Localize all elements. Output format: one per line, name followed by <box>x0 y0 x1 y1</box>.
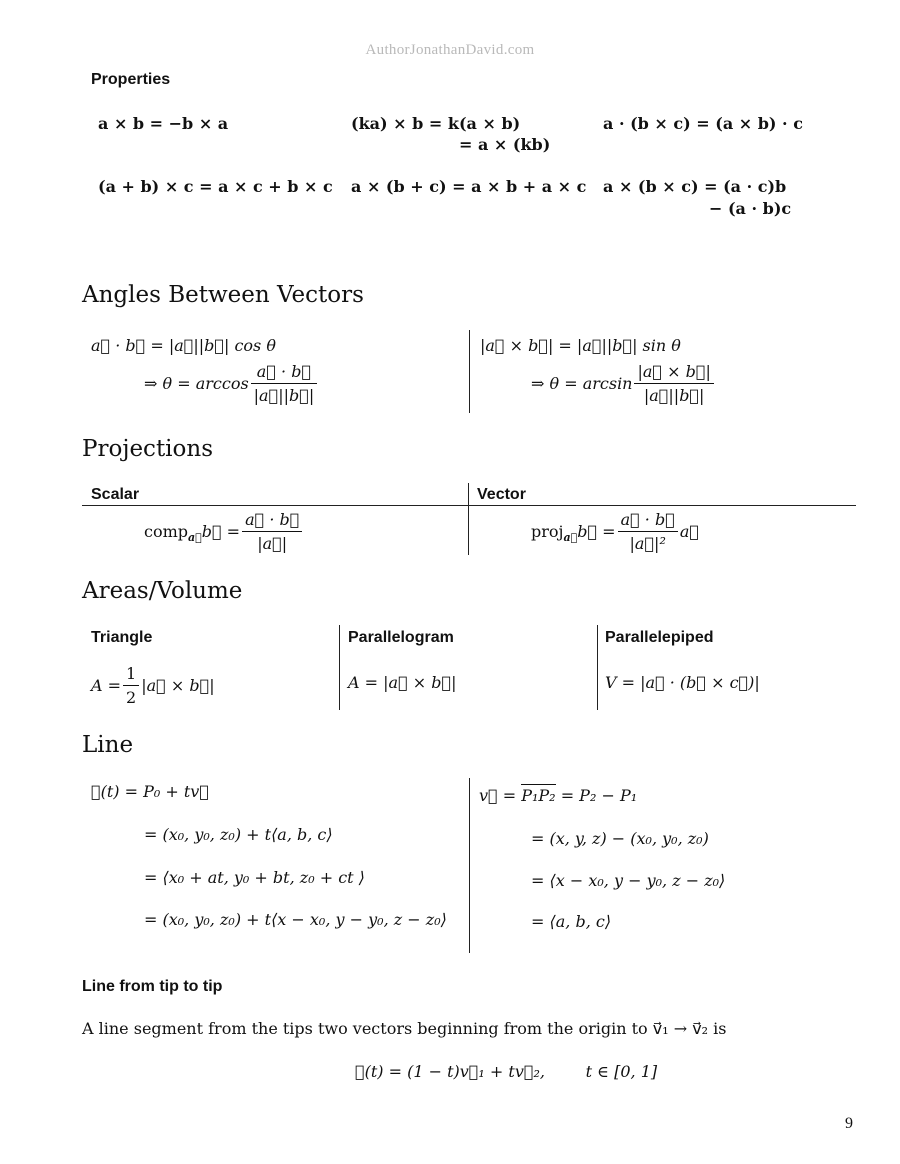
direction-vector-prefix: v⃗ = <box>479 786 517 805</box>
proj-fraction <box>618 510 678 553</box>
areas-divider-2 <box>597 625 598 710</box>
comp-operator: comp <box>144 522 189 541</box>
page-number: 9 <box>845 1115 853 1132</box>
arcsin-formula <box>531 362 716 405</box>
proj-numerator: a⃗ · b⃗ <box>618 510 678 532</box>
property-anticommutative: a × b = −b × a <box>98 114 229 133</box>
scalar-label: Scalar <box>91 486 140 503</box>
line-divider <box>469 778 470 953</box>
comp-denominator: |a⃗| <box>257 534 288 553</box>
arcsin-denominator: |a⃗||b⃗| <box>643 386 705 405</box>
line-eq-2: = ⟨x₀ + at, y₀ + bt, z₀ + ct ⟩ <box>144 868 365 887</box>
property-triple-product: a · (b × c) = (a × b) · c <box>603 114 803 133</box>
comp-fraction <box>242 510 302 553</box>
direction-eq-2: = ⟨x − x₀, y − y₀, z − z₀⟩ <box>531 871 726 890</box>
angles-heading: Angles Between Vectors <box>82 282 364 308</box>
parallelogram-label: Parallelogram <box>348 629 454 646</box>
p1p2-vector: P₁P₂ <box>521 786 556 805</box>
projections-heading: Projections <box>82 436 214 462</box>
direction-eq-3: = ⟨a, b, c⟩ <box>531 912 612 931</box>
parallelogram-area-formula: A = |a⃗ × b⃗| <box>348 673 457 692</box>
tip-to-tip-formula: ℒ(t) = (1 − t)v⃗₁ + tv⃗₂, t ∈ [0, 1] <box>355 1062 658 1081</box>
arccos-numerator: a⃗ · b⃗ <box>251 362 318 384</box>
line-eq-0: ℒ(t) = P₀ + tv⃗ <box>91 782 209 801</box>
one-half-denominator: 2 <box>126 688 137 707</box>
arcsin-fraction <box>634 362 713 405</box>
triangle-rhs: |a⃗ × b⃗| <box>141 676 215 695</box>
cross-product-angle-eq: |a⃗ × b⃗| = |a⃗||b⃗| sin θ <box>480 336 681 355</box>
tip-to-tip-heading: Line from tip to tip <box>82 978 223 995</box>
arcsin-prefix: ⇒ θ = arcsin <box>531 374 633 393</box>
comp-argument: b⃗ = <box>201 522 241 541</box>
proj-argument: b⃗ = <box>577 522 616 541</box>
triangle-lhs: A = <box>91 676 122 695</box>
line-eq-3: = (x₀, y₀, z₀) + t⟨x − x₀, y − y₀, z − z₀⟩ <box>144 910 447 929</box>
projections-header-rule <box>82 505 856 506</box>
direction-vector-suffix: = P₂ − P₁ <box>560 786 638 805</box>
comp-subscript: a⃗ <box>188 531 202 544</box>
one-half-fraction <box>123 664 139 707</box>
dot-product-angle-eq: a⃗ · b⃗ = |a⃗||b⃗| cos θ <box>91 336 276 355</box>
property-left-distributive: (a + b) × c = a × c + b × c <box>98 177 333 196</box>
proj-tail: a⃗ <box>679 522 699 541</box>
scalar-projection-formula <box>144 510 304 553</box>
proj-subscript: a⃗ <box>563 531 578 544</box>
arccos-formula <box>144 362 319 405</box>
property-triple-cross-cont: − (a · b)c <box>709 199 792 218</box>
property-scalar-mult-cont: = a × (kb) <box>459 135 551 154</box>
arcsin-numerator: |a⃗ × b⃗| <box>634 362 713 384</box>
parallelepiped-volume-formula: V = |a⃗ · (b⃗ × c⃗)| <box>605 673 760 692</box>
comp-numerator: a⃗ · b⃗ <box>242 510 302 532</box>
tip-to-tip-text: A line segment from the tips two vectors beginning from the origin to v⃗₁ → v⃗₂ is <box>82 1019 727 1038</box>
direction-vector-eq <box>479 786 637 805</box>
vector-projection-formula <box>531 510 699 553</box>
proj-operator: proj <box>531 522 564 541</box>
property-scalar-mult: (ka) × b = k(a × b) <box>351 114 521 133</box>
watermark: AuthorJonathanDavid.com <box>365 42 535 58</box>
one-half-numerator: 1 <box>123 664 139 686</box>
arccos-prefix: ⇒ θ = arccos <box>144 374 249 393</box>
areas-heading: Areas/Volume <box>82 578 243 604</box>
property-right-distributive: a × (b + c) = a × b + a × c <box>351 177 587 196</box>
vector-label: Vector <box>477 486 526 503</box>
angles-divider <box>469 330 470 413</box>
arccos-fraction <box>251 362 318 405</box>
triangle-area-formula <box>91 664 215 707</box>
triangle-label: Triangle <box>91 629 153 646</box>
line-heading: Line <box>82 732 134 758</box>
arccos-denominator: |a⃗||b⃗| <box>253 386 315 405</box>
properties-heading: Properties <box>91 71 171 88</box>
line-eq-1: = (x₀, y₀, z₀) + t⟨a, b, c⟩ <box>144 825 333 844</box>
areas-divider-1 <box>339 625 340 710</box>
projections-divider <box>468 483 469 555</box>
parallelepiped-label: Parallelepiped <box>605 629 714 646</box>
proj-denominator: |a⃗|² <box>629 534 666 553</box>
property-triple-cross: a × (b × c) = (a · c)b <box>603 177 787 196</box>
direction-eq-1: = (x, y, z) − (x₀, y₀, z₀) <box>531 829 709 848</box>
